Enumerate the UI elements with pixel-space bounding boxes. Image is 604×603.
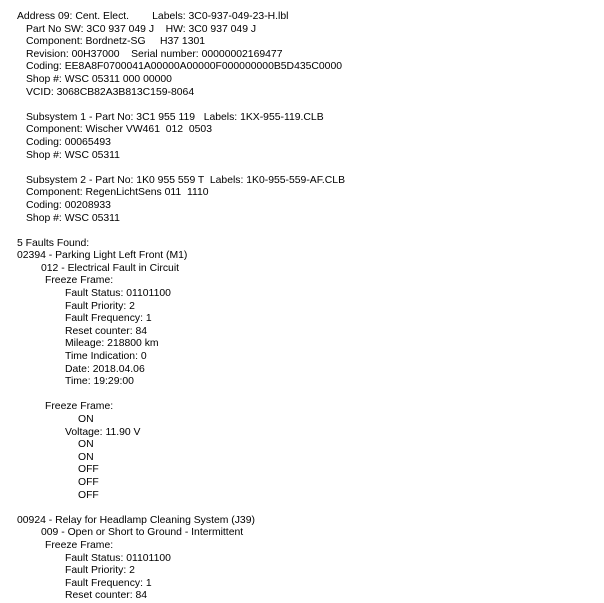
faults-found-heading: 5 Faults Found: <box>17 237 90 249</box>
subsystem-2-part-line: Subsystem 2 - Part No: 1K0 955 559 T Labels: 1K0-955-559-AF.CLB <box>26 174 346 186</box>
fault-1-date: Date: 2018.04.06 <box>65 363 145 375</box>
revision-line: Revision: 00H37000 Serial number: 00000002169477 <box>26 48 283 60</box>
address-line: Address 09: Cent. Elect. Labels: 3C0-937-049-23-H.lbl <box>17 11 289 22</box>
fault-1-priority: Fault Priority: 2 <box>65 300 135 312</box>
vcid-line: VCID: 3068CB82A3B813C159-8064 <box>26 86 195 98</box>
fault-1-ff2-state: OFF <box>78 489 99 501</box>
subsystem-1-component-line: Component: Wischer VW461 012 0503 <box>26 124 212 136</box>
fault-1-ff2-state: ON <box>78 439 94 451</box>
fault-1-voltage: Voltage: 11.90 V <box>65 426 141 438</box>
fault-1-ff2-state: ON <box>78 414 94 425</box>
subsystem-2-shop-line: Shop #: WSC 05311 <box>26 212 120 224</box>
fault-1-ff2-state: OFF <box>78 464 99 476</box>
fault-2-frequency: Fault Frequency: 1 <box>65 577 152 589</box>
fault-1-time-indication: Time Indication: 0 <box>65 351 147 363</box>
shop-line: Shop #: WSC 05311 000 00000 <box>26 73 172 85</box>
spacer <box>17 225 604 238</box>
component-line: Component: Bordnetz-SG H37 1301 <box>26 36 206 48</box>
fault-1-time: Time: 19:29:00 <box>65 376 134 388</box>
fault-2-priority: Fault Priority: 2 <box>65 565 135 577</box>
fault-2-code: 00924 - Relay for Headlamp Cleaning System (J39) <box>17 514 255 526</box>
fault-1-ff2-state: OFF <box>78 476 99 488</box>
fault-1-ff2-state: ON <box>78 451 94 463</box>
fault-1-detail: 012 - Electrical Fault in Circuit <box>41 262 180 274</box>
spacer <box>17 99 604 112</box>
subsystem-1-shop-line: Shop #: WSC 05311 <box>26 149 120 161</box>
fault-2-status: Fault Status: 01101100 <box>65 552 171 564</box>
part-number-line: Part No SW: 3C0 937 049 J HW: 3C0 937 049 J <box>26 23 257 35</box>
subsystem-1-coding-line: Coding: 00065493 <box>26 136 111 148</box>
fault-2-freeze-frame-label: Freeze Frame: <box>45 539 114 551</box>
spacer <box>17 389 604 402</box>
spacer <box>17 502 604 515</box>
fault-1-frequency: Fault Frequency: 1 <box>65 313 152 325</box>
fault-report <box>17 11 604 603</box>
fault-2-detail: 009 - Open or Short to Ground - Intermittent <box>41 527 244 539</box>
subsystem-1-part-line: Subsystem 1 - Part No: 3C1 955 119 Labels: 1KX-955-119.CLB <box>26 111 324 123</box>
fault-1-code: 02394 - Parking Light Left Front (M1) <box>17 250 188 262</box>
subsystem-2-coding-line: Coding: 00208933 <box>26 199 111 211</box>
fault-1-reset-counter: Reset counter: 84 <box>65 325 148 337</box>
fault-1-freeze-frame-label-2: Freeze Frame: <box>45 401 114 413</box>
fault-1-status: Fault Status: 01101100 <box>65 288 171 300</box>
fault-1-freeze-frame-label: Freeze Frame: <box>45 275 114 287</box>
fault-1-mileage: Mileage: 218800 km <box>65 338 159 350</box>
subsystem-2-component-line: Component: RegenLichtSens 011 1110 <box>26 187 209 199</box>
spacer <box>17 162 604 175</box>
fault-2-reset-counter: Reset counter: 84 <box>65 590 148 602</box>
coding-line: Coding: EE8A8F0700041A00000A00000F000000000B5D435C0000 <box>26 61 343 73</box>
